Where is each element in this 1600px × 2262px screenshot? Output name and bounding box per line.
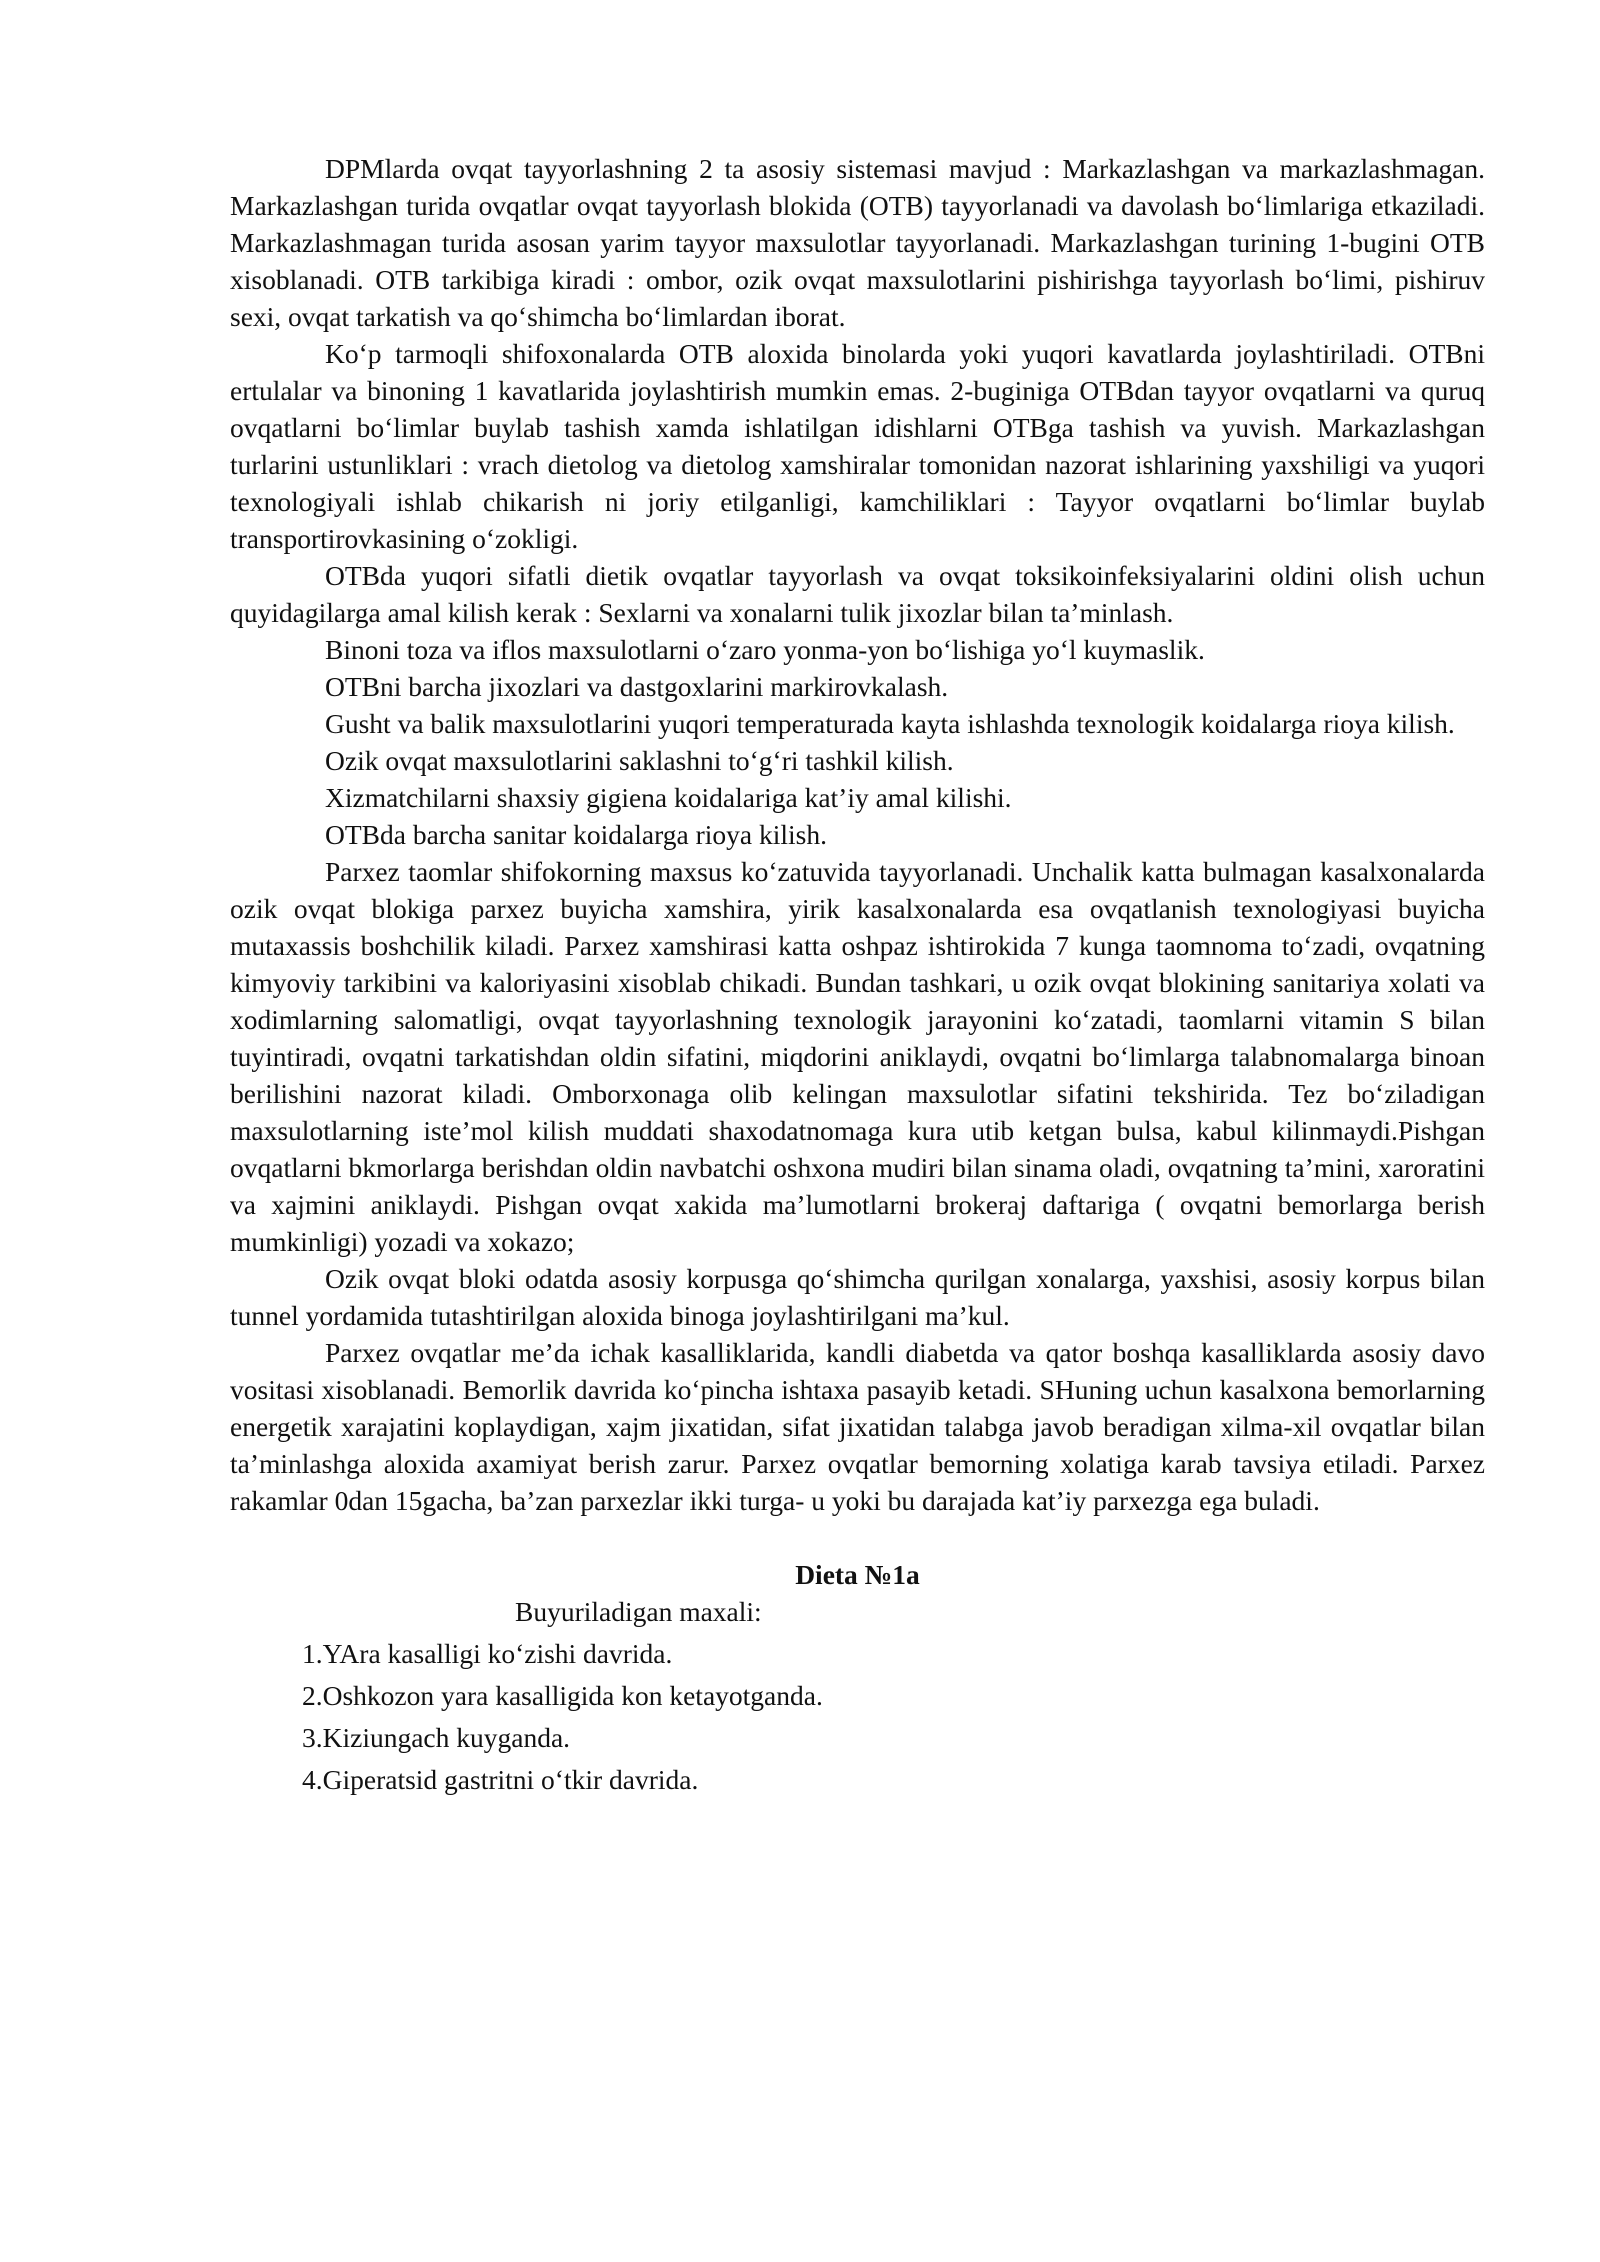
list-item: 1.YAra kasalligi ko‘zishi davrida. (302, 1638, 673, 1669)
paragraph-requirement-1: Binoni toza va iflos maxsulotlarni o‘zaro yonma-yon bo‘lishiga yo‘l kuymaslik. (325, 634, 1205, 665)
paragraph-otb-location: Ko‘p tarmoqli shifoxonalarda OTB aloxida binolarda yoki yuqori kavatlarda joylashtiriladi. OTBni ertulalar va binoning 1 kavatlarida joylashtirish mumkin emas. 2-buginiga OTBdan tayyor ovqatlarni va quruq ovqatlarni bo‘limlar buylab tashish xamda ishlatilgan idishlarni OTBga tashish va yuvish. Markazlashgan turlarini ustunliklari : vrach dietolog va dietolog xamshiralar tomonidan nazorat ishlarining yaxshiligi va yuqori texnologiyali ishlab chikarish ni joriy etilganligi, kamchiliklari : Tayyor ovqatlarni bo‘limlar buylab transportirovkasining o‘zokligi. (230, 338, 1485, 554)
list-item: 3.Kiziungach kuyganda. (302, 1722, 571, 1753)
section-spacer (230, 1519, 1485, 1556)
paragraph-requirement-3: Gusht va balik maxsulotlarini yuqori temperaturada kayta ishlashda texnologik koidalarga rioya kilish. (325, 708, 1455, 739)
paragraph-diet-importance: Parxez ovqatlar me’da ichak kasalliklarida, kandli diabetda va qator boshqa kasalliklarda asosiy davo vositasi xisoblanadi. Bemorlik davrida ko‘pincha ishtaxa pasayib ketadi. SHuning uchun kasalxona bemorlarning energetik xarajatini koplaydigan, xajm jixatidan, sifat jixatidan talabga javob beradigan xilma-xil ovqatlar bilan ta’minlashga aloxida axamiyat berish zarur. Parxez ovqatlar bemorning xolatiga karab tavsiya etiladi. Parxez rakamlar 0dan 15gacha, ba’zan parxezlar ikki turga- u yoki bu darajada kat’iy parxezga ega buladi. (230, 1337, 1485, 1516)
paragraph-requirement-2: OTBni barcha jixozlari va dastgoxlarini markirovkalash. (325, 671, 949, 702)
paragraph-requirement-5: Xizmatchilarni shaxsiy gigiena koidalariga kat’iy amal kilishi. (325, 782, 1012, 813)
paragraph-requirement-4: Ozik ovqat maxsulotlarini saklashni to‘g‘ri tashkil kilish. (325, 745, 954, 776)
paragraph-otb-requirements: OTBda yuqori sifatli dietik ovqatlar tayyorlash va ovqat toksikoinfeksiyalarini oldini olish uchun quyidagilarga amal kilish kerak : Sexlarni va xonalarni tulik jixozlar bilan ta’minlash. (230, 560, 1485, 628)
diet-section-subtitle: Buyuriladigan maxali: (515, 1596, 762, 1627)
paragraph-diet-preparation: Parxez taomlar shifokorning maxsus ko‘zatuvida tayyorlanadi. Unchalik katta bulmagan kasalxonalarda ozik ovqat blokiga parxez buyicha xamshira, yirik kasalxonalarda esa ovqatlanish texnologiyasi buyicha mutaxassis boshchilik kiladi. Parxez xamshirasi katta oshpaz ishtirokida 7 kunga taomnoma to‘zadi, ovqatning kimyoviy tarkibini va kaloriyasini xisoblab chikadi. Bundan tashkari, u ozik ovqat blokining sanitariya xolati va xodimlarning salomatligi, ovqat tayyorlashning texnologik jarayonini ko‘zatadi, taomlarni vitamin S bilan tuyintiradi, ovqatni tarkatishdan oldin sifatini, miqdorini aniklaydi, ovqatni bo‘limlarga talabnomalarga binoan berilishini nazorat kiladi. Omborxonaga olib kelingan maxsulotlar sifatini tekshirida. Tez bo‘ziladigan maxsulotlarning iste’mol kilish muddati shaxodatnomaga kura utib ketgan bulsa, kabul kilinmaydi.Pishgan ovqatlarni bkmorlarga berishdan oldin navbatchi oshxona mudiri bilan sinama oladi, ovqatning ta’mini, xaroratini va xajmini aniklaydi. Pishgan ovqat xakida ma’lumotlarni brokeraj daftariga ( ovqatni bemorlarga berish mumkinligi) yozadi va xokazo; (230, 856, 1485, 1257)
diet-section-title: Dieta №1a (795, 1559, 920, 1590)
paragraph-otb-systems: DPMlarda ovqat tayyorlashning 2 ta asosiy sistemasi mavjud : Markazlashgan va markazlashmagan. Markazlashgan turida ovqatlar ovqat tayyorlash blokida (OTB) tayyorlanadi va davolash bo‘limlariga etkaziladi. Markazlashmagan turida asosan yarim tayyor maxsulotlar tayyorlanadi. Markazlashgan turining 1-bugini OTB xisoblanadi. OTB tarkibiga kiradi : ombor, ozik ovqat maxsulotlarini pishirishga tayyorlash bo‘limi, pishiruv sexi, ovqat tarkatish va qo‘shimcha bo‘limlardan iborat. (230, 153, 1485, 332)
document-page (230, 150, 1485, 1803)
list-item: 2.Oshkozon yara kasalligida kon ketayotganda. (302, 1680, 823, 1711)
paragraph-requirement-6: OTBda barcha sanitar koidalarga rioya kilish. (325, 819, 827, 850)
paragraph-food-block: Ozik ovqat bloki odatda asosiy korpusga qo‘shimcha qurilgan xonalarga, yaxshisi, asosiy korpus bilan tunnel yordamida tutashtirilgan aloxida binoga joylashtirilgani ma’kul. (230, 1263, 1485, 1331)
list-item: 4.Giperatsid gastritni o‘tkir davrida. (302, 1764, 699, 1795)
